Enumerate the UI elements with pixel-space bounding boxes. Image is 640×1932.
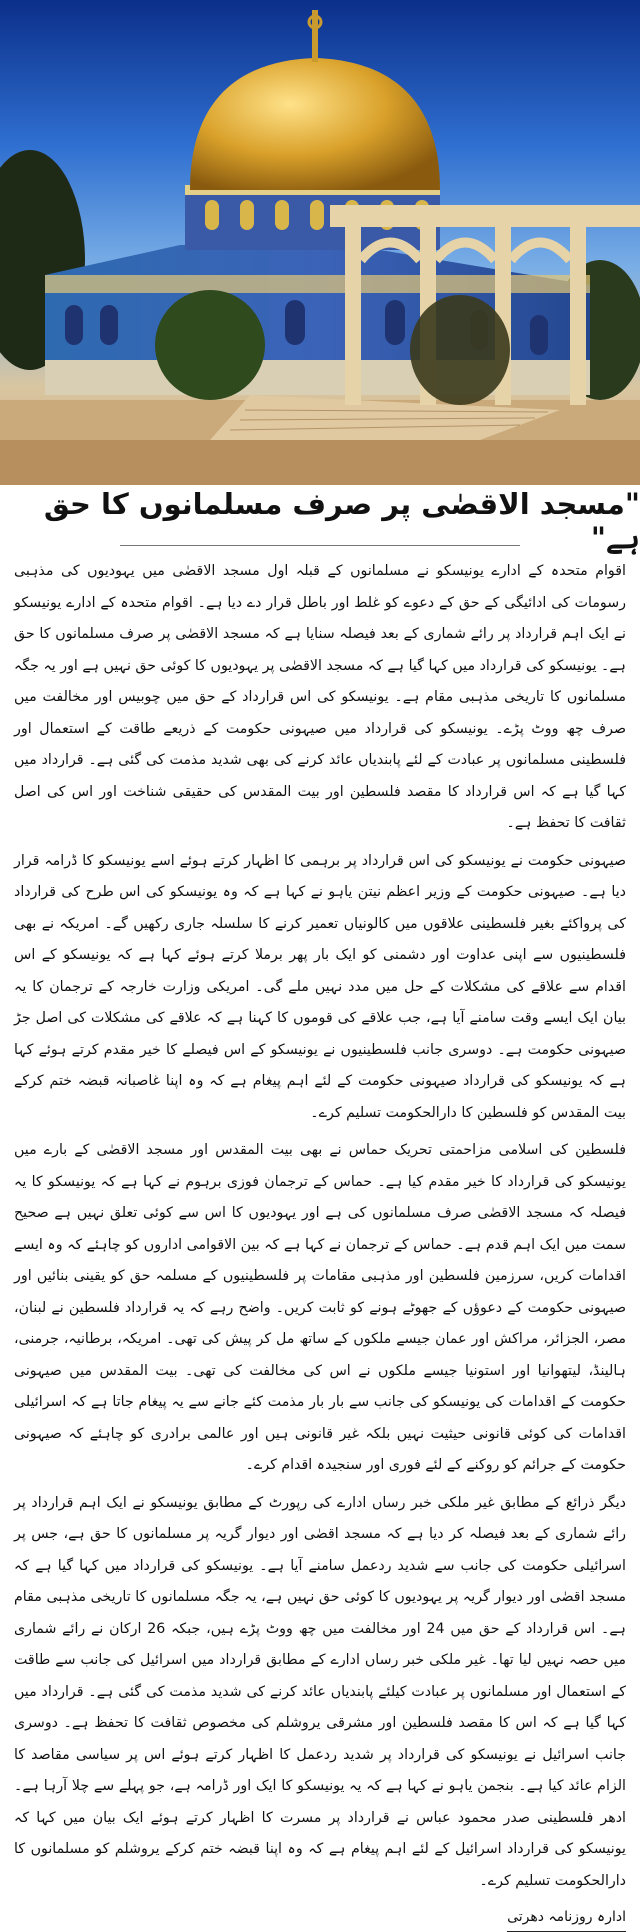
paragraph: فلسطین کی اسلامی مزاحمتی تحریک حماس نے بھی بیت المقدس اور مسجد الاقصٰی کے بارے میں یونیسکو کی قرارداد کا خیر مقدم کیا ہے۔ حماس کے ترجمان فوزی برہوم نے کہا ہے کہ یونیسکو کا یہ فیصلہ کہ مسجد الاقصٰی صرف مسلمانوں کی ہے اور یہودیوں کا اس سے کوئی تعلق نہیں ہے صحیح سمت میں ایک اہم قدم ہے۔ حماس کے ترجمان نے کہا ہے کہ بین الاقوامی اداروں کو چاہئے کہ وہ ایسے اقدامات کریں، سرزمین فلسطین اور مذہبی مقامات پر فلسطینیوں کے مسلمہ حق کو یقینی بنائیں اور صیہونی حکومت کے دعوؤں کے جھوٹے ہونے کو ثابت کریں۔ واضح رہے کہ یہ قرارداد فلسطین نے لبنان، مصر، الجزائر، مراکش اور عمان جیسے ملکوں کے ساتھ مل کر پیش کی تھی۔ امریکہ، برطانیہ، جرمنی، ہالینڈ، لیتھوانیا اور استونیا جیسے ملکوں نے اس کی مخالفت کی تھی۔ بیت المقدس میں صیہونی حکومت کے اقدامات کی یونیسکو کی جانب سے بار بار مذمت کئے جانے سے یہ پیغام جاتا ہے کہ اسرائیلی اقدامات کی کوئی قانونی حیثیت نہیں بلکہ غیر قانونی ہیں اور عالمی برادری کو چاہئے کہ صیہونی حکومت کے جرائم کو روکنے کے لئے فوری اور سنجیدہ اقدام کرے۔ <box>14 1142 626 1473</box>
byline <box>0 1903 640 1932</box>
paragraph: صیہونی حکومت نے یونیسکو کی اس قرارداد پر برہمی کا اظہار کرتے ہوئے اسے یونیسکو کا ڈرامہ قرار دیا ہے۔ صیہونی حکومت کے وزیر اعظم نیتن یاہو نے کہا ہے کہ وہ یونیسکو کی اس طرح کی قرارداد کی پرواکئے بغیر فلسطینی علاقوں میں کالونیاں تعمیر کرنے کا سلسلہ جاری رکھیں گے۔ امریکہ نے بھی فلسطینیوں سے اپنی عداوت اور دشمنی کو ایک بار پھر برملا کرتے ہوئے کہا ہے کہ یونیسکو کے اس اقدام سے علاقے کی مشکلات کے حل میں مدد نہیں ملے گی۔ امریکی وزارت خارجہ کے ترجمان کا یہ بیان ایک ایسے وقت سامنے آیا ہے، جب علاقے کی قوموں کا کہنا ہے کہ علاقے کی مشکلات کی اصل جڑ صیہونی حکومت ہے۔ دوسری جانب فلسطینیوں نے یونیسکو کے اس فیصلے کا خیر مقدم کرتے ہوئے کہا ہے کہ یونیسکو کی قرارداد صیہونی حکومت کے لئے اہم پیغام ہے کہ وہ اپنا غاصبانہ قبضہ ختم کرکے بیت المقدس کو فلسطین کا دارالحکومت تسلیم کرے۔ <box>14 852 626 1121</box>
paragraph: دیگر ذرائع کے مطابق غیر ملکی خبر رساں ادارے کی رپورٹ کے مطابق یونیسکو نے ایک اہم قرارداد پر رائے شماری کے بعد فیصلہ کر دیا ہے کہ مسجد اقصٰی اور دیوار گریہ پر مسلمانوں کا حق ہے، جس پر اسرائیلی حکومت کی جانب سے شدید ردعمل سامنے آیا ہے۔ یونیسکو کی قرارداد میں کہا گیا ہے کہ مسجد اقصٰی اور دیوار گریہ پر یہودیوں کا کوئی حق نہیں ہے، یہ جگہ مسلمانوں کا تاریخی مذہبی مقام ہے۔ اس قرارداد کے حق میں 24 اور مخالفت میں چھ ووٹ پڑے ہیں، جبکہ 26 ارکان نے رائے شماری میں حصہ نہیں لیا تھا۔ غیر ملکی خبر رساں ادارے کے مطابق قرارداد میں اسرائیل کی جانب سے طاقت کے استعمال اور مسلمانوں پر عبادت کیلئے پابندیاں عائد کرنے کی شدید مذمت کی گئی ہے۔ قرارداد میں کہا گیا ہے کہ اس کا مقصد فلسطین اور مشرقی یروشلم کی مخصوص ثقافت کا تحفظ ہے۔ دوسری جانب اسرائیل نے یونیسکو کی قرارداد پر شدید ردعمل کا اظہار کرتے ہوئے اس پر سیاسی مقاصد کا الزام عائد کیا ہے۔ بنجمن یاہو نے کہا ہے کہ یہ یونیسکو کا ایک اور ڈرامہ ہے، جو پہلے سے چلا آرہا ہے۔ ادھر فلسطینی صدر محمود عباس نے قرارداد پر مسرت کا اظہار کرتے ہوئے ایک بیان میں کہا کہ یونیسکو کی قرارداد اسرائیل کے لئے اہم پیغام ہے کہ وہ اپنا قبضہ ختم کرکے یروشلم کو مسلمانوں کا دارالحکومت تسلیم کرے۔ <box>14 1494 627 1889</box>
paragraph: اقوام متحدہ کے ادارے یونیسکو نے مسلمانوں کے قبلہ اول مسجد الاقصٰی میں یہودیوں کی مذہبی رسومات کی ادائیگی کے حق کے دعوے کو غلط اور باطل قرار دے دیا ہے۔ اقوام متحدہ کے ادارے یونیسکو نے ایک اہم قرارداد پر رائے شماری کے بعد فیصلہ سنایا ہے کہ مسجد الاقصٰی پر صرف مسلمانوں کا حق ہے۔ یونیسکو کی قرارداد میں کہا گیا ہے کہ مسجد الاقصٰی پر یہودیوں کا کوئی حق نہیں ہے اور یہ جگہ مسلمانوں کا تاریخی مذہبی مقام ہے۔ یونیسکو کی اس قرارداد کے حق میں چوبیس اور مخالفت میں صرف چھ ووٹ پڑے۔ یونیسکو کی قرارداد میں صیہونی حکومت کے ذریعے طاقت کے استعمال اور فلسطینی مسلمانوں پر عبادت کے لئے پابندیاں عائد کرنے کی بھی شدید مذمت کی گئی ہے۔ قرارداد میں کہا گیا ہے کہ اس قرارداد کا مقصد فلسطین اور بیت المقدس کی حقیقی شناخت اور اس کی اصل ثقافت کا تحفظ ہے۔ <box>14 563 626 831</box>
article-body <box>0 546 640 1897</box>
hero-image <box>0 0 640 485</box>
article-headline: "مسجد الاقصٰی پر صرف مسلمانوں کا حق ہے" <box>43 487 640 555</box>
byline-text: ادارہ روزنامہ دھرتی <box>507 1909 626 1932</box>
dome-of-the-rock-photo <box>0 0 640 485</box>
